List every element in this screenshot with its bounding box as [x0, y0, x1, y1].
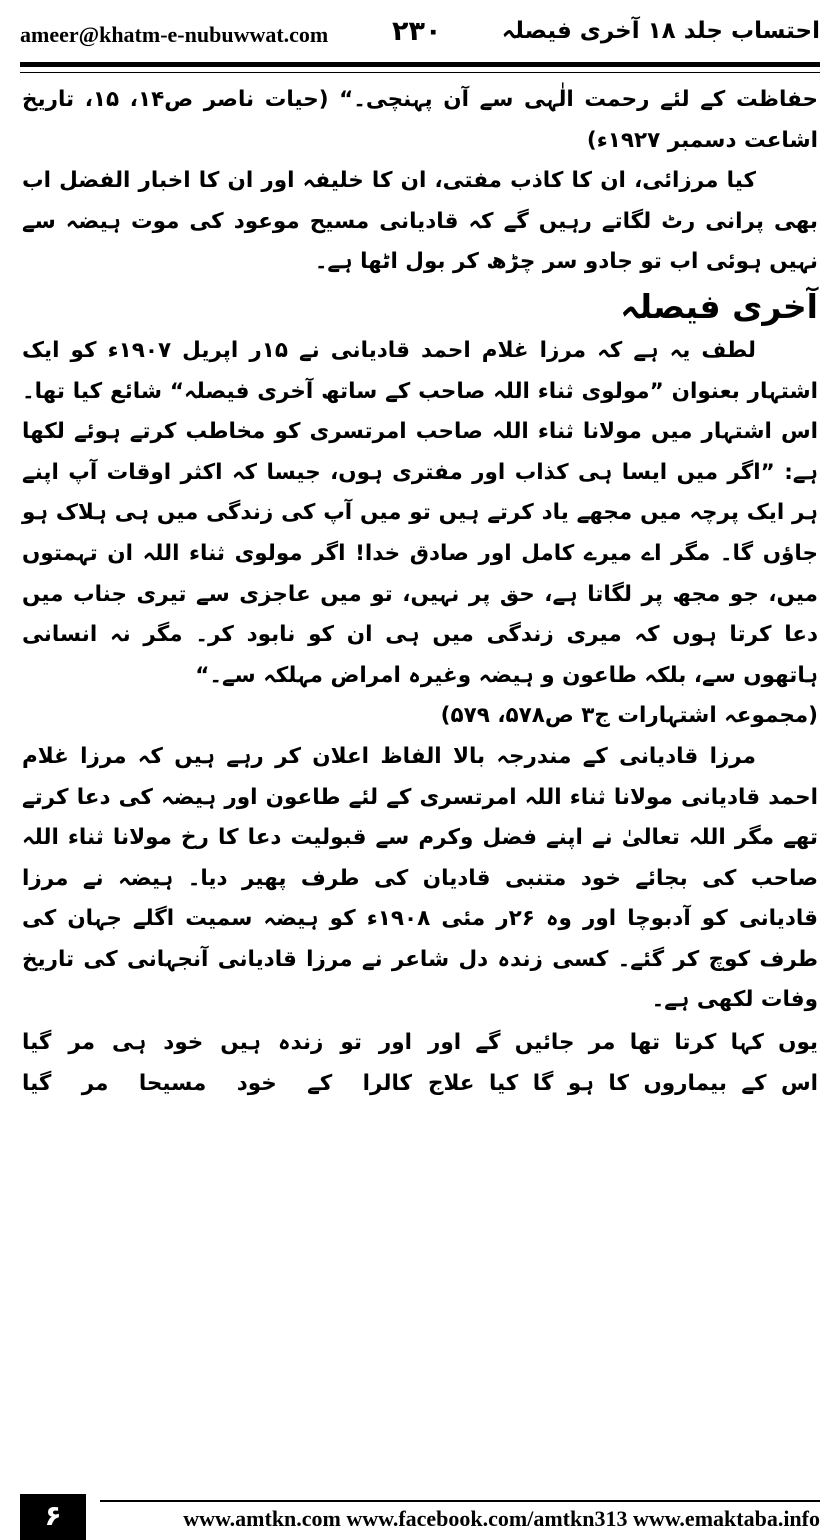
- page-header: [20, 14, 820, 58]
- paragraph: مرزا قادیانی کے مندرجہ بالا الفاظ اعلان کر رہے ہیں کہ مرزا غلام احمد قادیانی مولانا ثناء اللہ امرتسری کے لئے طاعون اور ہیضہ کی دعا کرتے تھے مگر اللہ تعالیٰ نے اپنے فضل وکرم سے قبولیت دعا کا رخ مولانا ثناء اللہ صاحب کی بجائے خود متنبی قادیان کی طرف پھیر دیا۔ ہیضہ نے مرزا قادیانی کو آدبوچا اور وہ ۲۶ر مئی ۱۹۰۸ء کو ہیضہ سمیت اگلے جہان کی طرف کوچ کر گئے۔ کسی زندہ دل شاعر نے مرزا قادیانی آنجہانی کی تاریخ وفات لکھی ہے۔: [22, 743, 819, 1013]
- verse-line: [22, 1023, 818, 1064]
- citation: (مجموعہ اشتہارات ج۳ ص۵۷۸، ۵۷۹): [440, 703, 818, 729]
- verse-line: [22, 1064, 818, 1105]
- section-heading: آخری فیصلہ: [620, 286, 818, 326]
- paragraph-continued: حفاظت کے لئے رحمت الٰہی سے آن پہنچی۔“ (حیات ناصر ص۱۴، ۱۵، تاریخ اشاعت دسمبر ۱۹۲۷ء): [22, 87, 819, 153]
- footer-page-box: ۶: [20, 1494, 86, 1540]
- page-footer: [0, 1490, 840, 1540]
- header-rule-thin: [20, 72, 820, 73]
- footer-urls: www.amtkn.com www.facebook.com/amtkn313 www.emaktaba.info: [183, 1506, 820, 1531]
- header-rule: [20, 62, 820, 67]
- verse-half: یوں کہا کرتا تھا مر جائیں گے اور: [427, 1030, 818, 1056]
- paragraph-quotation: لطف یہ ہے کہ مرزا غلام احمد قادیانی نے ۱۵ر اپریل ۱۹۰۷ء کو ایک اشتہار بعنوان ”مولوی ثناء اللہ صاحب کے ساتھ آخری فیصلہ“ شائع کیا تھا۔ اس اشتہار میں مولانا ثناء اللہ صاحب امرتسری کو مخاطب کرتے ہوئے لکھا ہے: ”اگر میں ایسا ہی کذاب اور مفتری ہوں، جیسا کہ اکثر اوقات آپ اپنے ہر ایک پرچہ میں مجھے یاد کرتے ہیں تو میں آپ کی زندگی میں ہی ہلاک ہو جاؤں گا۔ مگر اے میرے کامل اور صادق خدا! اگر مولوی ثناء اللہ ان تہمتوں میں، جو مجھ پر لگاتا ہے، حق پر نہیں، تو میں عاجزی سے تیری جناب میں دعا کرتا ہوں کہ میری زندگی میں ہی ان کو نابود کر۔ مگر نہ انسانی ہاتھوں سے، بلکہ طاعون و ہیضہ وغیرہ امراض مہلکہ سے۔“: [22, 337, 818, 688]
- verse-half: اور تو زندہ ہیں خود ہی مر گیا: [22, 1030, 413, 1056]
- poem: [22, 1023, 818, 1104]
- paragraph: کیا مرزائی، ان کا کاذب مفتی، ان کا خلیفہ اور ان کا اخبار الفضل اب بھی پرانی رٹ لگاتے رہیں گے کہ قادیانی مسیح موعود کی موت ہیضہ سے نہیں ہوئی اب تو جادو سر چڑھ کر بول اٹھا ہے۔: [22, 168, 818, 275]
- page-number: ۲۳۰: [392, 16, 442, 47]
- running-title: احتساب جلد ۱۸ آخری فیصلہ: [501, 18, 820, 44]
- page-body: [22, 80, 818, 1104]
- verse-half: کالرا کے خود مسیحا مر گیا: [22, 1070, 413, 1096]
- footer-rule: [100, 1500, 820, 1502]
- verse-half: اس کے بیماروں کا ہو گا کیا علاج: [427, 1070, 818, 1096]
- header-email: ameer@khatm-e-nubuwwat.com: [20, 22, 329, 47]
